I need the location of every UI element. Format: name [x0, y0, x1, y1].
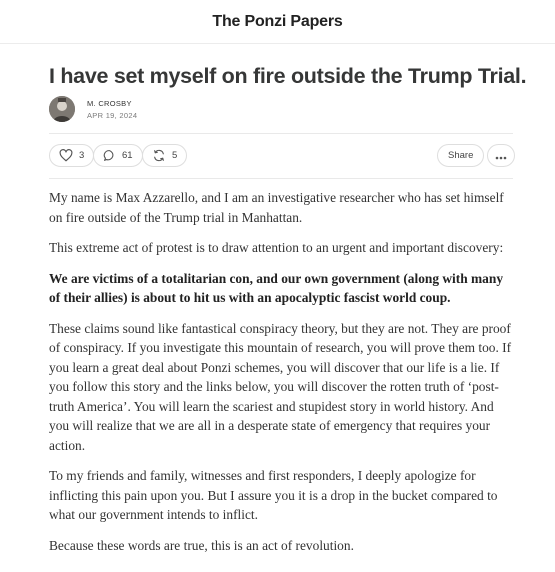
comment-button[interactable] — [93, 144, 143, 167]
body-paragraph: To my friends and family, witnesses and first responders, I deeply apologize for inflicting this pain upon you. But I assure you it is a drop in the bucket compared to what our government intends to inflict. — [49, 468, 498, 522]
more-options-button[interactable] — [487, 144, 515, 167]
more-icon — [495, 147, 507, 165]
body-paragraph: My name is Max Azzarello, and I am an investigative researcher who has set himself on fire outside of the Trump trial in Manhattan. — [49, 190, 504, 225]
body-paragraph: These claims sound like fantastical conspiracy theory, but they are not. They are proof of conspiracy. If you investigate this mountain of research, you will prove them too. If you learn a great deal about Ponzi schemes, you will discover that our life is a lie. If you follow this story and the links below, you will discover the rotten truth of ‘post-truth America’. You will learn the scariest and stupidest story in world history. And you will realize that we are all in a desperate state of emergency that requires your action. — [49, 320, 512, 453]
top-bar — [0, 0, 555, 44]
share-label: Share — [448, 150, 474, 161]
comment-icon — [103, 149, 116, 162]
restack-icon — [152, 149, 166, 162]
like-count: 3 — [79, 150, 85, 161]
heart-icon — [59, 149, 73, 162]
body-paragraph: Because these words are true, this is an act of revolution. — [49, 537, 354, 553]
restack-count: 5 — [172, 150, 178, 161]
restack-button[interactable] — [142, 144, 187, 167]
like-button[interactable] — [49, 144, 94, 167]
author-name[interactable]: M. CROSBY — [87, 99, 132, 108]
post-body — [49, 188, 517, 566]
body-paragraph-bold: We are victims of a totalitarian con, and our own government (along with many of their allies) is about to hit us with an apocalyptic fascist world coup. — [49, 270, 504, 305]
publication-name[interactable]: The Ponzi Papers — [212, 12, 343, 30]
share-button[interactable] — [437, 144, 484, 167]
divider-bottom — [49, 178, 513, 179]
divider-top — [49, 133, 513, 134]
post-date: APR 19, 2024 — [87, 111, 138, 120]
author-avatar[interactable] — [49, 96, 75, 122]
body-paragraph: This extreme act of protest is to draw attention to an urgent and important discovery: — [49, 240, 504, 255]
comment-count: 61 — [122, 150, 133, 161]
post-title: I have set myself on fire outside the Trump Trial. — [49, 64, 527, 88]
